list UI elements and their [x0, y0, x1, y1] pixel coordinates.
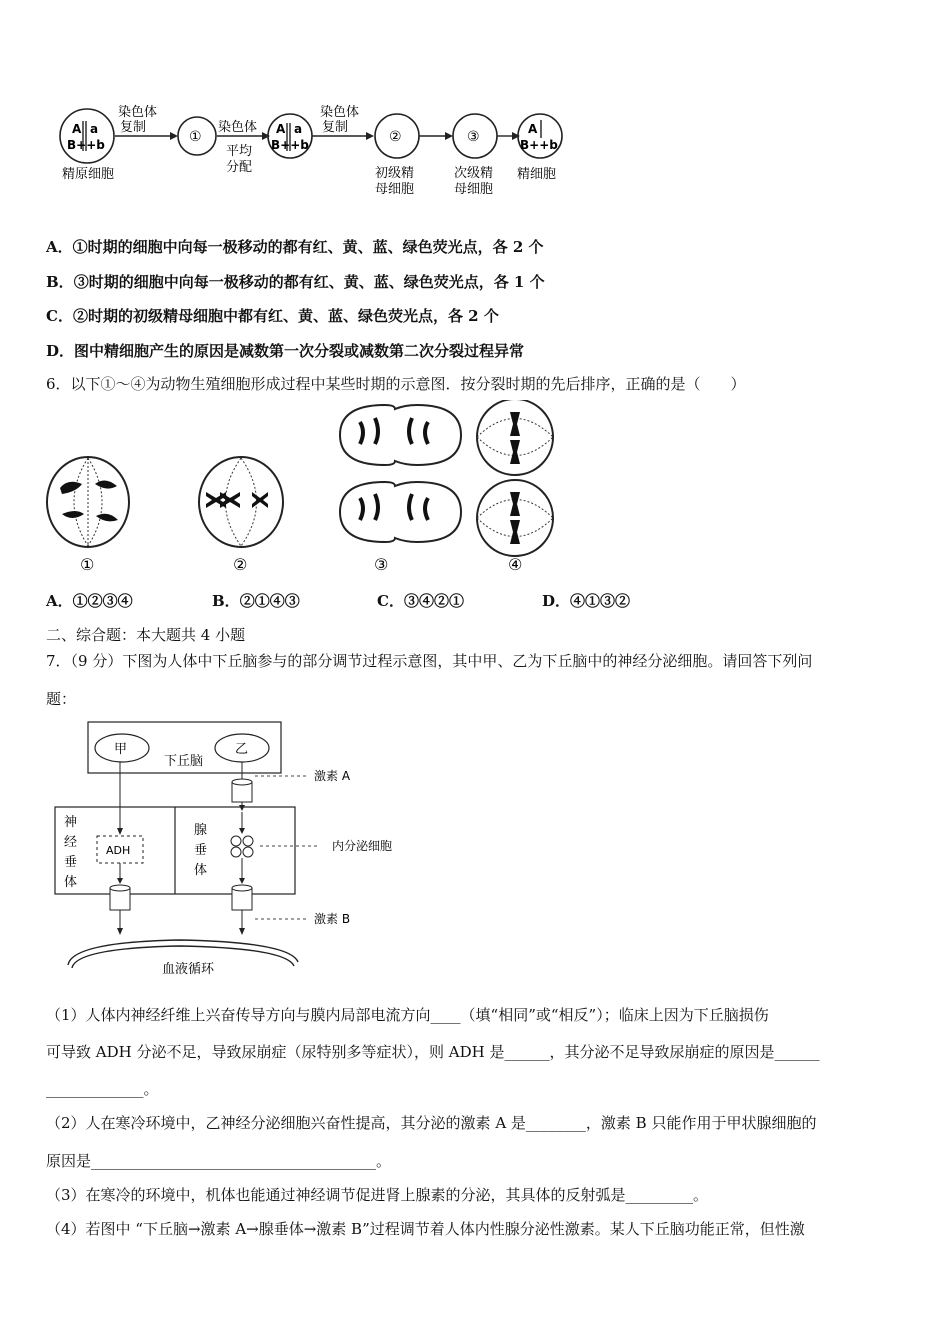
q5-option-b [46, 271, 545, 292]
arrow-label: 染色体 [320, 105, 360, 120]
arrow-label: 复制 [120, 120, 147, 135]
option-text: ④①③② [570, 592, 631, 610]
stage-2-label: ② [389, 129, 402, 145]
q7-part1-line1: （1）人体内神经纤维上兴奋传导方向与膜内局部电流方向____（填“相同”或“相反”）；临床上因为下丘脑损伤 [46, 1006, 769, 1024]
q7-part1-line2: 可导致 ADH 分泌不足，导致尿崩症（尿特别多等症状），则 ADH 是______，其分泌不足导致尿崩症的原因是______ [46, 1043, 820, 1061]
neurohypophysis-label: 经 [64, 835, 78, 850]
option-letter: D． [542, 592, 571, 610]
option-text: ①时期的细胞中向每一极移动的都有红、黄、蓝、绿色荧光点，各 2 个 [72, 238, 544, 256]
option-letter: A． [46, 592, 73, 610]
sperm-cell [518, 114, 562, 158]
option-text: 图中精细胞产生的原因是减数第一次分裂或减数第二次分裂过程异常 [74, 342, 525, 360]
cell-jia-label: 甲 [114, 742, 128, 757]
q7-part4-line1: （4）若图中 “下丘脑→激素 A→腺垂体→激素 B”过程调节着人体内性腺分泌性激素。某人下丘脑功能正常，但性激 [46, 1220, 805, 1238]
blood-circulation-label: 血液循环 [162, 962, 215, 977]
caption-primary: 母细胞 [375, 182, 415, 197]
endocrine-label: 内分泌细胞 [332, 839, 393, 853]
neurohypophysis-label: 体 [64, 875, 78, 890]
cell-figure-4 [477, 400, 553, 556]
arrow-head [445, 132, 453, 140]
hormone-a-label: 激素 A [314, 769, 351, 783]
stage-1-label: ① [189, 129, 202, 145]
spermatogenesis-diagram [50, 98, 570, 208]
gene-label: a [90, 122, 99, 136]
cell-figure-3 [340, 405, 461, 542]
adh-label: ADH [106, 844, 131, 857]
option-letter: C． [46, 307, 73, 325]
q7-part2-line2: 原因是______________________________________。 [46, 1152, 392, 1170]
stage-3-label: ③ [467, 129, 480, 145]
arrow-label: 染色体 [118, 105, 158, 120]
option-text: ②①④③ [239, 592, 300, 610]
arrow-head [366, 132, 374, 140]
option-text: ②时期的初级精母细胞中都有红、黄、蓝、绿色荧光点，各 2 个 [72, 307, 499, 325]
q6-option-b [212, 590, 300, 611]
gene-label: A [276, 122, 286, 136]
cell-yi-label: 乙 [235, 742, 249, 757]
caption-secondary: 母细胞 [454, 182, 494, 197]
option-letter: B． [46, 273, 74, 291]
q6-option-d [542, 590, 630, 611]
q5-option-c [46, 305, 499, 326]
q7-stem-line2: 题： [46, 690, 77, 708]
adenohypophysis-label: 体 [194, 863, 208, 878]
adenohypophysis-label: 腺 [194, 823, 208, 838]
arrow-label: 分配 [226, 160, 253, 175]
cell-figure-2 [199, 457, 283, 547]
caption-primary: 初级精 [375, 166, 415, 181]
q7-part2-line1: （2）人在寒冷环境中，乙神经分泌细胞兴奋性提高，其分泌的激素 A 是________，激素 B 只能作用于甲状腺细胞的 [46, 1114, 817, 1132]
option-letter: B． [212, 592, 240, 610]
neurohypophysis-label: 垂 [64, 855, 78, 870]
q7-stem-line1: 7．（9 分）下图为人体中下丘脑参与的部分调节过程示意图，其中甲、乙为下丘脑中的神经分泌细胞。请回答下列问 [46, 652, 813, 670]
figure-label-1: ① [80, 555, 95, 574]
spermatogonium-cell [60, 109, 114, 163]
caption-sperm: 精细胞 [517, 167, 557, 182]
figure-label-4: ④ [508, 555, 523, 574]
arrow-label: 复制 [322, 120, 349, 135]
q6-stem: 6．以下①～④为动物生殖细胞形成过程中某些时期的示意图．按分裂时期的先后排序，正确的是（ ） [46, 375, 746, 393]
figure-label-2: ② [233, 555, 248, 574]
arrow-label: 染色体 [218, 120, 258, 135]
gene-label: A [528, 122, 538, 136]
gene-label: a [294, 122, 303, 136]
q7-part3-line1: （3）在寒冷的环境中，机体也能通过神经调节促进肾上腺素的分泌，其具体的反射弧是_________。 [46, 1186, 709, 1204]
gene-label: B++b [520, 138, 558, 152]
endocrine-cells [231, 836, 253, 857]
adenohypophysis-label: 垂 [194, 843, 208, 858]
gene-label: B++b [271, 138, 309, 152]
option-letter: D． [46, 342, 75, 360]
gene-label: A [72, 122, 82, 136]
divided-cell [268, 114, 312, 158]
q6-option-a [46, 590, 133, 611]
q7-part1-line3: _____________。 [46, 1080, 159, 1098]
option-letter: A． [46, 238, 73, 256]
arrow-label: 平均 [226, 144, 253, 159]
figure-label-3: ③ [374, 555, 389, 574]
q5-option-a [46, 236, 544, 257]
caption-secondary: 次级精 [454, 166, 494, 181]
option-text: ①②③④ [72, 592, 133, 610]
hypothalamus-diagram [50, 720, 430, 990]
hypothalamus-label: 下丘脑 [164, 754, 204, 769]
q6-option-c [377, 590, 464, 611]
option-text: ③④②① [403, 592, 464, 610]
hormone-b-label: 激素 B [314, 912, 351, 926]
option-text: ③时期的细胞中向每一极移动的都有红、黄、蓝、绿色荧光点，各 1 个 [73, 273, 545, 291]
neurohypophysis-label: 神 [64, 815, 78, 830]
arrow-head [170, 132, 178, 140]
q5-option-d [46, 340, 524, 361]
section-heading: 二、综合题：本大题共 4 小题 [46, 626, 246, 644]
q6-cell-figures [40, 400, 580, 580]
cell-figure-1 [47, 457, 129, 547]
option-letter: C． [377, 592, 404, 610]
gene-label: B++b [67, 138, 105, 152]
caption-spermatogonium: 精原细胞 [62, 167, 115, 182]
